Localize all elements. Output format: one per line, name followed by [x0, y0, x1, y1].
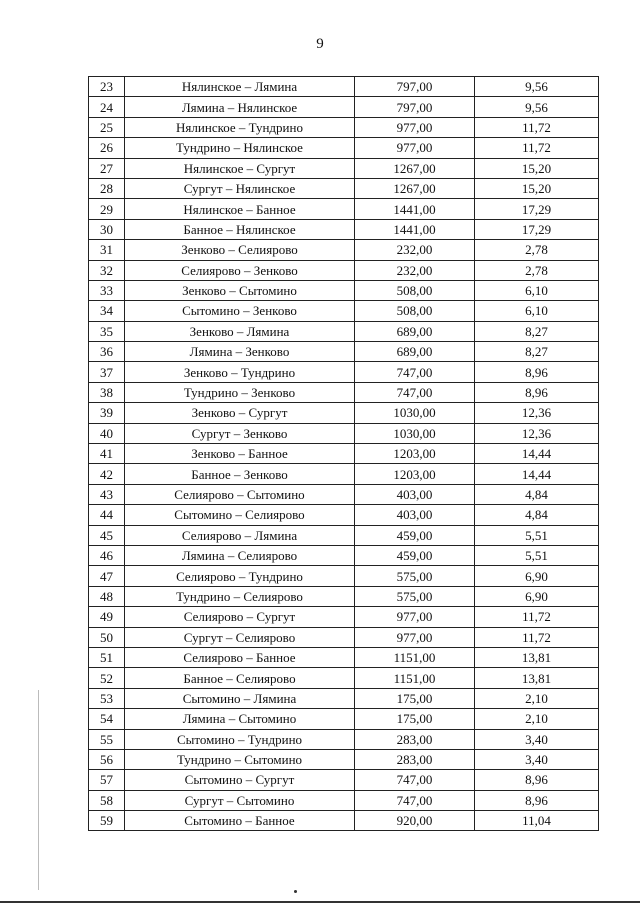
- distance-cell: 508,00: [355, 280, 475, 300]
- fare-cell: 11,04: [475, 811, 599, 831]
- distance-cell: 1030,00: [355, 403, 475, 423]
- route-cell: Нялинское – Лямина: [125, 77, 355, 97]
- row-number-cell: 45: [89, 525, 125, 545]
- table-row: [89, 321, 599, 341]
- distance-cell: 1267,00: [355, 178, 475, 198]
- table-row: [89, 423, 599, 443]
- route-cell: Сургут – Нялинское: [125, 178, 355, 198]
- route-cell: Нялинское – Сургут: [125, 158, 355, 178]
- fare-cell: 17,29: [475, 199, 599, 219]
- row-number-cell: 54: [89, 709, 125, 729]
- row-number-cell: 51: [89, 647, 125, 667]
- row-number-cell: 26: [89, 138, 125, 158]
- route-cell: Банное – Нялинское: [125, 219, 355, 239]
- row-number-cell: 59: [89, 811, 125, 831]
- row-number-cell: 47: [89, 566, 125, 586]
- page-number: 9: [316, 36, 324, 52]
- fare-cell: 2,78: [475, 240, 599, 260]
- route-cell: Зенково – Лямина: [125, 321, 355, 341]
- table-row: [89, 790, 599, 810]
- route-cell: Лямина – Селиярово: [125, 545, 355, 565]
- table-row: [89, 77, 599, 97]
- fare-cell: 6,90: [475, 586, 599, 606]
- scan-bottom-edge: [0, 901, 640, 903]
- row-number-cell: 48: [89, 586, 125, 606]
- fare-cell: 2,10: [475, 688, 599, 708]
- distance-cell: 977,00: [355, 607, 475, 627]
- distance-cell: 575,00: [355, 586, 475, 606]
- row-number-cell: 46: [89, 545, 125, 565]
- table-row: [89, 607, 599, 627]
- fare-cell: 11,72: [475, 117, 599, 137]
- fare-cell: 5,51: [475, 525, 599, 545]
- fare-cell: 9,56: [475, 97, 599, 117]
- row-number-cell: 40: [89, 423, 125, 443]
- table-row: [89, 260, 599, 280]
- table-row: [89, 464, 599, 484]
- distance-cell: 977,00: [355, 138, 475, 158]
- table-row: [89, 586, 599, 606]
- table-row: [89, 709, 599, 729]
- fare-cell: 8,96: [475, 770, 599, 790]
- distance-cell: 1441,00: [355, 219, 475, 239]
- row-number-cell: 23: [89, 77, 125, 97]
- table-row: [89, 484, 599, 504]
- fare-cell: 5,51: [475, 545, 599, 565]
- distance-cell: 797,00: [355, 97, 475, 117]
- route-cell: Сытомино – Тундрино: [125, 729, 355, 749]
- row-number-cell: 55: [89, 729, 125, 749]
- route-cell: Селиярово – Лямина: [125, 525, 355, 545]
- table-row: [89, 688, 599, 708]
- distance-cell: 1030,00: [355, 423, 475, 443]
- row-number-cell: 58: [89, 790, 125, 810]
- row-number-cell: 24: [89, 97, 125, 117]
- distance-cell: 1441,00: [355, 199, 475, 219]
- table-row: [89, 444, 599, 464]
- route-cell: Селиярово – Зенково: [125, 260, 355, 280]
- route-cell: Сургут – Зенково: [125, 423, 355, 443]
- route-cell: Сытомино – Зенково: [125, 301, 355, 321]
- distance-cell: 1151,00: [355, 668, 475, 688]
- fare-cell: 15,20: [475, 158, 599, 178]
- fare-cell: 2,10: [475, 709, 599, 729]
- fare-cell: 14,44: [475, 464, 599, 484]
- fare-cell: 6,10: [475, 301, 599, 321]
- distance-cell: 747,00: [355, 790, 475, 810]
- distance-cell: 175,00: [355, 709, 475, 729]
- table-row: [89, 219, 599, 239]
- route-cell: Зенково – Селиярово: [125, 240, 355, 260]
- route-cell: Тундрино – Селиярово: [125, 586, 355, 606]
- route-cell: Селиярово – Тундрино: [125, 566, 355, 586]
- row-number-cell: 25: [89, 117, 125, 137]
- row-number-cell: 41: [89, 444, 125, 464]
- fare-cell: 13,81: [475, 647, 599, 667]
- route-cell: Сытомино – Селиярово: [125, 505, 355, 525]
- row-number-cell: 32: [89, 260, 125, 280]
- distance-cell: 283,00: [355, 749, 475, 769]
- distance-cell: 747,00: [355, 362, 475, 382]
- table-body: [89, 77, 599, 831]
- table-row: [89, 749, 599, 769]
- scan-dot: [294, 890, 297, 893]
- table-row: [89, 342, 599, 362]
- distance-cell: 1203,00: [355, 444, 475, 464]
- table-row: [89, 301, 599, 321]
- distance-cell: 1151,00: [355, 647, 475, 667]
- distance-cell: 1203,00: [355, 464, 475, 484]
- row-number-cell: 44: [89, 505, 125, 525]
- row-number-cell: 28: [89, 178, 125, 198]
- table-row: [89, 668, 599, 688]
- table-row: [89, 158, 599, 178]
- route-cell: Нялинское – Тундрино: [125, 117, 355, 137]
- fare-cell: 8,27: [475, 321, 599, 341]
- row-number-cell: 56: [89, 749, 125, 769]
- table-row: [89, 240, 599, 260]
- route-cell: Зенково – Тундрино: [125, 362, 355, 382]
- distance-cell: 403,00: [355, 484, 475, 504]
- row-number-cell: 31: [89, 240, 125, 260]
- row-number-cell: 33: [89, 280, 125, 300]
- route-cell: Тундрино – Нялинское: [125, 138, 355, 158]
- distance-cell: 920,00: [355, 811, 475, 831]
- route-cell: Селиярово – Банное: [125, 647, 355, 667]
- table-row: [89, 811, 599, 831]
- distance-cell: 747,00: [355, 770, 475, 790]
- table-row: [89, 403, 599, 423]
- distance-cell: 175,00: [355, 688, 475, 708]
- route-cell: Тундрино – Сытомино: [125, 749, 355, 769]
- scan-margin-line: [38, 690, 39, 890]
- table-row: [89, 382, 599, 402]
- distance-cell: 689,00: [355, 342, 475, 362]
- distance-cell: 575,00: [355, 566, 475, 586]
- distance-cell: 508,00: [355, 301, 475, 321]
- fare-cell: 8,96: [475, 790, 599, 810]
- table-row: [89, 199, 599, 219]
- fare-cell: 11,72: [475, 627, 599, 647]
- fare-cell: 13,81: [475, 668, 599, 688]
- distance-cell: 283,00: [355, 729, 475, 749]
- fare-cell: 6,90: [475, 566, 599, 586]
- row-number-cell: 39: [89, 403, 125, 423]
- fare-cell: 3,40: [475, 729, 599, 749]
- row-number-cell: 43: [89, 484, 125, 504]
- row-number-cell: 50: [89, 627, 125, 647]
- fare-cell: 2,78: [475, 260, 599, 280]
- fare-cell: 14,44: [475, 444, 599, 464]
- table-row: [89, 627, 599, 647]
- fare-cell: 15,20: [475, 178, 599, 198]
- distance-cell: 689,00: [355, 321, 475, 341]
- route-cell: Селиярово – Сургут: [125, 607, 355, 627]
- table-row: [89, 97, 599, 117]
- row-number-cell: 34: [89, 301, 125, 321]
- route-cell: Нялинское – Банное: [125, 199, 355, 219]
- table-row: [89, 117, 599, 137]
- route-cell: Сытомино – Банное: [125, 811, 355, 831]
- table-row: [89, 138, 599, 158]
- fare-cell: 12,36: [475, 403, 599, 423]
- row-number-cell: 38: [89, 382, 125, 402]
- row-number-cell: 37: [89, 362, 125, 382]
- table-row: [89, 770, 599, 790]
- distance-cell: 747,00: [355, 382, 475, 402]
- row-number-cell: 29: [89, 199, 125, 219]
- route-cell: Сургут – Сытомино: [125, 790, 355, 810]
- route-cell: Лямина – Зенково: [125, 342, 355, 362]
- table-row: [89, 178, 599, 198]
- table-row: [89, 566, 599, 586]
- row-number-cell: 27: [89, 158, 125, 178]
- row-number-cell: 53: [89, 688, 125, 708]
- fare-cell: 8,27: [475, 342, 599, 362]
- route-cell: Зенково – Банное: [125, 444, 355, 464]
- fare-cell: 11,72: [475, 138, 599, 158]
- distance-cell: 1267,00: [355, 158, 475, 178]
- table-row: [89, 647, 599, 667]
- fare-cell: 4,84: [475, 484, 599, 504]
- distance-cell: 459,00: [355, 545, 475, 565]
- row-number-cell: 30: [89, 219, 125, 239]
- table-row: [89, 505, 599, 525]
- row-number-cell: 52: [89, 668, 125, 688]
- route-cell: Зенково – Сытомино: [125, 280, 355, 300]
- row-number-cell: 36: [89, 342, 125, 362]
- distance-cell: 797,00: [355, 77, 475, 97]
- row-number-cell: 49: [89, 607, 125, 627]
- table-row: [89, 545, 599, 565]
- route-cell: Лямина – Нялинское: [125, 97, 355, 117]
- row-number-cell: 57: [89, 770, 125, 790]
- route-cell: Тундрино – Зенково: [125, 382, 355, 402]
- fare-cell: 6,10: [475, 280, 599, 300]
- route-cell: Банное – Зенково: [125, 464, 355, 484]
- row-number-cell: 35: [89, 321, 125, 341]
- route-cell: Банное – Селиярово: [125, 668, 355, 688]
- fare-cell: 17,29: [475, 219, 599, 239]
- table-row: [89, 525, 599, 545]
- fare-table: [88, 76, 599, 831]
- row-number-cell: 42: [89, 464, 125, 484]
- distance-cell: 232,00: [355, 240, 475, 260]
- table-row: [89, 729, 599, 749]
- table-row: [89, 280, 599, 300]
- fare-cell: 3,40: [475, 749, 599, 769]
- route-cell: Сургут – Селиярово: [125, 627, 355, 647]
- fare-cell: 4,84: [475, 505, 599, 525]
- fare-table-container: [88, 76, 598, 831]
- fare-cell: 9,56: [475, 77, 599, 97]
- route-cell: Сытомино – Лямина: [125, 688, 355, 708]
- route-cell: Селиярово – Сытомино: [125, 484, 355, 504]
- distance-cell: 232,00: [355, 260, 475, 280]
- distance-cell: 459,00: [355, 525, 475, 545]
- route-cell: Зенково – Сургут: [125, 403, 355, 423]
- route-cell: Сытомино – Сургут: [125, 770, 355, 790]
- distance-cell: 403,00: [355, 505, 475, 525]
- fare-cell: 11,72: [475, 607, 599, 627]
- distance-cell: 977,00: [355, 117, 475, 137]
- distance-cell: 977,00: [355, 627, 475, 647]
- table-row: [89, 362, 599, 382]
- fare-cell: 12,36: [475, 423, 599, 443]
- route-cell: Лямина – Сытомино: [125, 709, 355, 729]
- fare-cell: 8,96: [475, 362, 599, 382]
- fare-cell: 8,96: [475, 382, 599, 402]
